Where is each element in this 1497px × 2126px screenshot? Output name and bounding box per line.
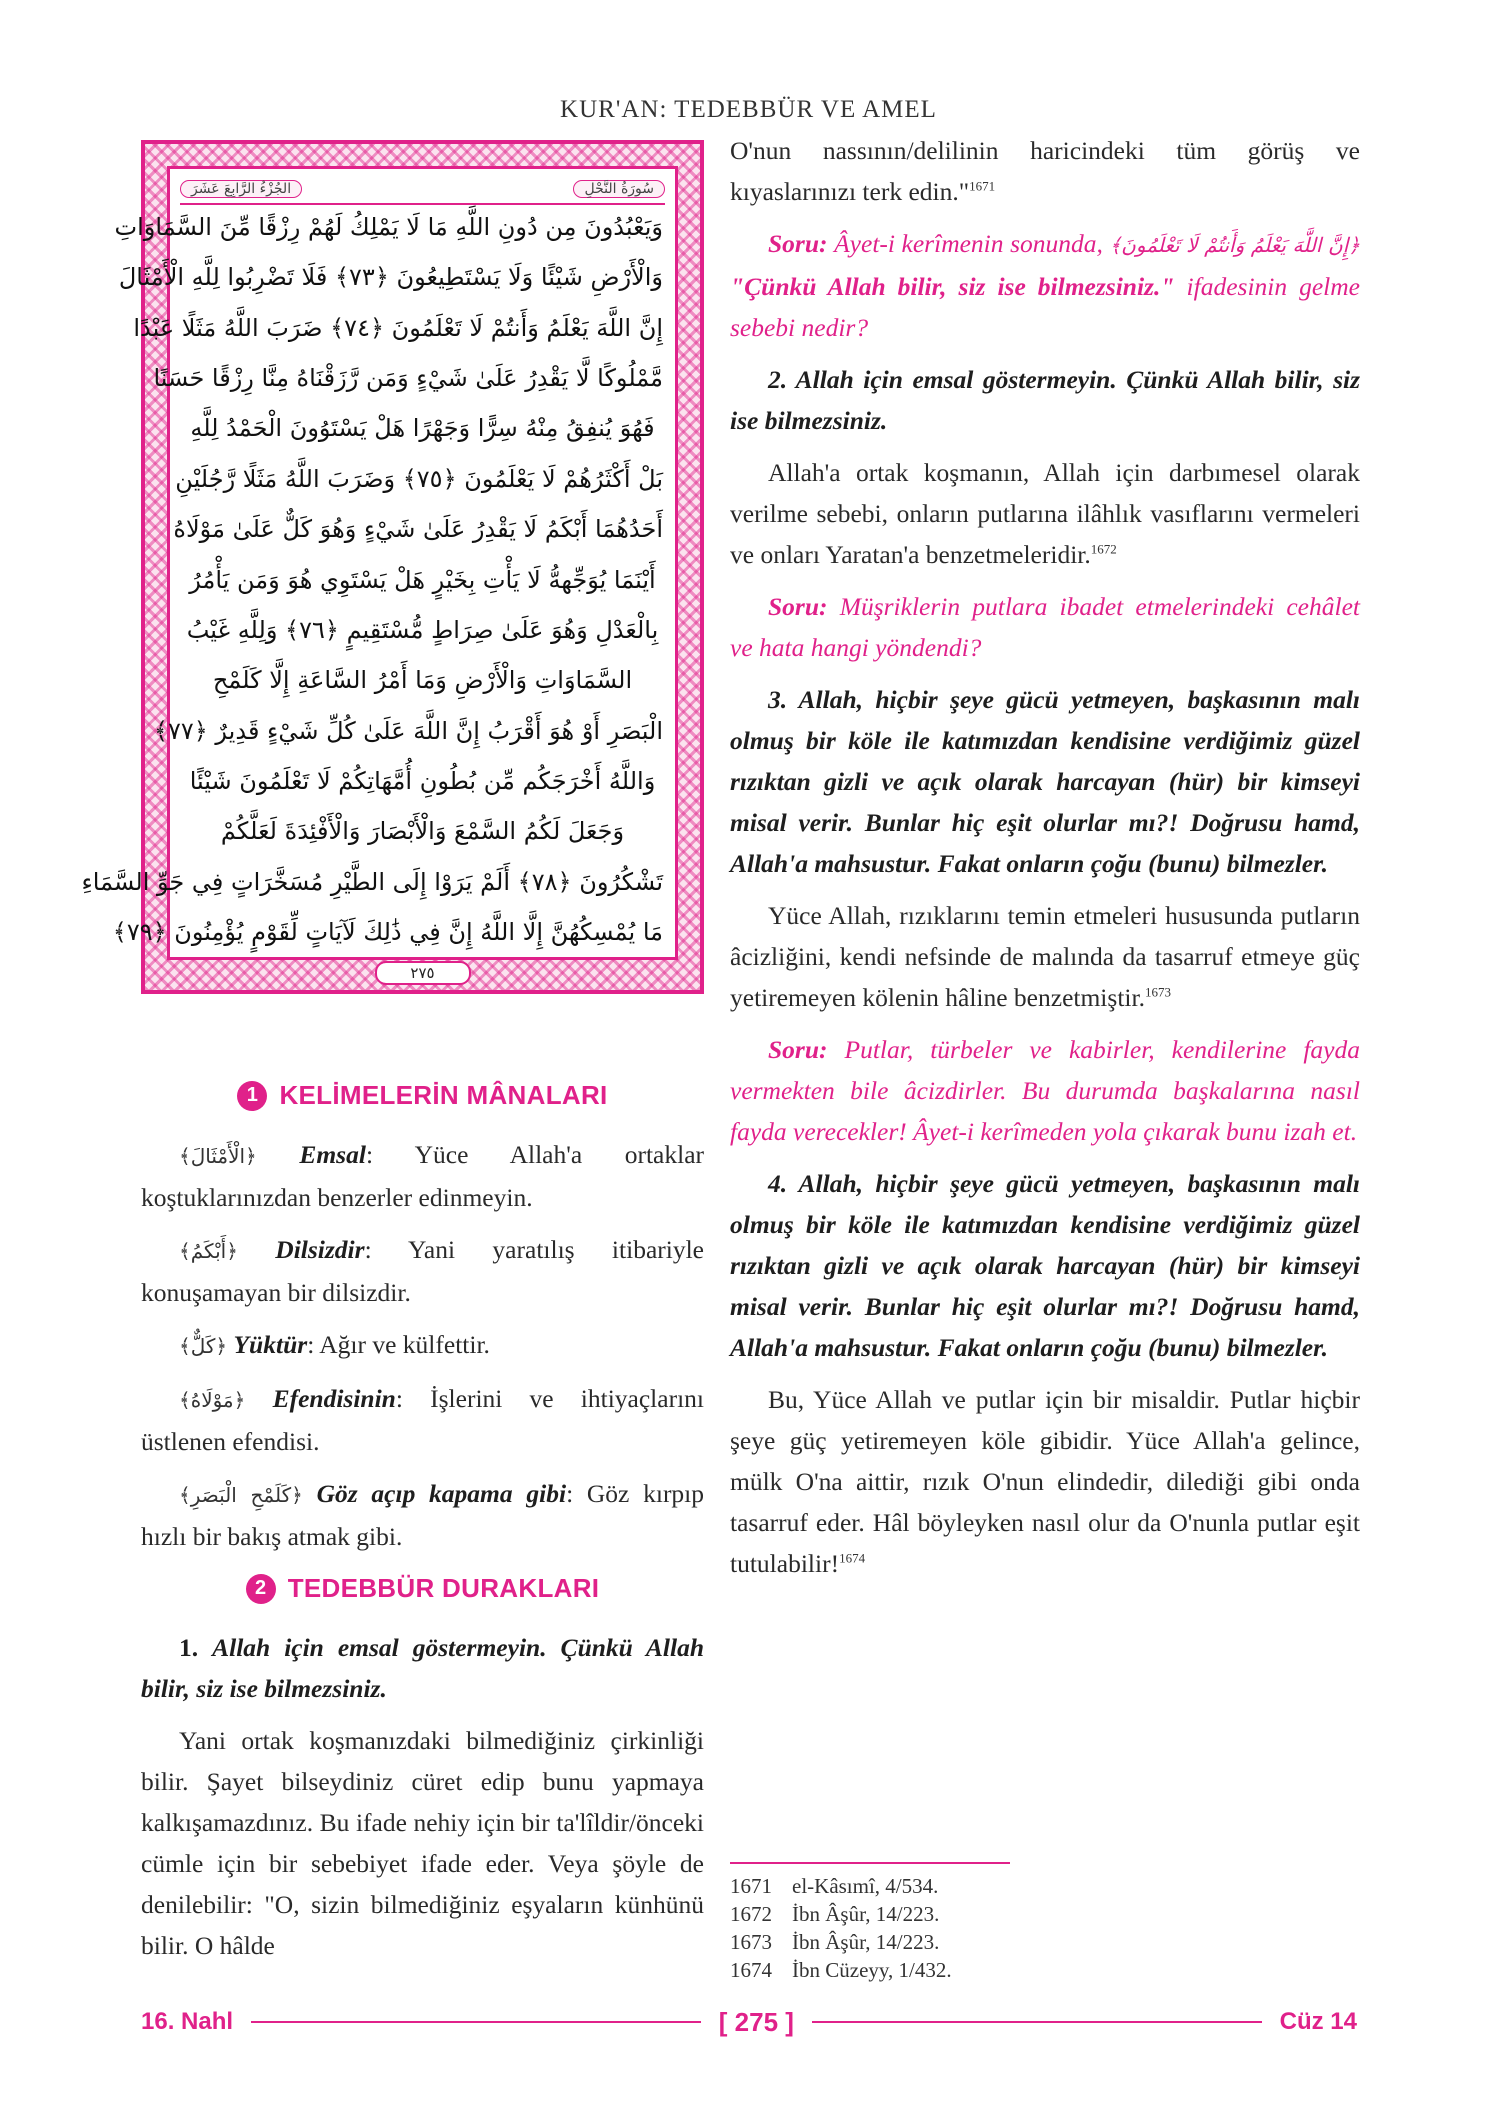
reflection-point-4: 4. Allah, hiçbir şeye gücü yetmeyen, başkasının malı olmuş bir köle ile katımızdan kendisine verdiğimiz güzel rızıktan gizli ve açık olarak harcayan (hür) bir kimseyi misal verir. Bunlar hiç eşit olurlar mı?! Doğrusu hamd, Allah'a mahsustur. Fakat onların çoğu (bunu) bilmezler.: [730, 1169, 1360, 1362]
question-text: Müşriklerin putlara ibadet etmelerindeki cehâlet ve hata hangi yöndendi?: [730, 592, 1360, 662]
paragraph-text: Allah'a ortak koşmanın, Allah için darbımesel olarak verilme sebebi, onların putlarına ilâhlık vasıflarını vermeleri ve onları Yaratan'a benzetmeleridir.: [730, 458, 1360, 569]
term-translation: Emsal: [299, 1140, 366, 1169]
mushaf-text-area: [81, 166, 678, 960]
footnote-ref[interactable]: 1672: [1090, 541, 1117, 557]
body-paragraph: Yani ortak koşmanızdaki bilmediğiniz çirkinliği bilir. Şayet bilseydiniz cüret edip bunu yapmaya kalkışamazdınız. Bu ifade nehiy için bir ta'lîldir/önceki cümle için bir sebebiyet ifade eder. Veya şöyle de denilebilir: "O, sizin bilmediğiniz eşyaların künhünü bilir. O hâlde: [141, 1726, 704, 1960]
mushaf-line: وَيَعْبُدُونَ مِن دُونِ اللَّهِ مَا لَا يَمْلِكُ لَهُمْ رِزْقًا مِّنَ السَّمَاوَاتِ: [114, 213, 663, 241]
reflection-point-2: 2. Allah için emsal göstermeyin. Çünkü Allah bilir, siz ise bilmezsiniz.: [730, 365, 1360, 435]
footnote-number: 1672: [730, 1902, 772, 1926]
reflection-point-3: 3. Allah, hiçbir şeye gücü yetmeyen, başkasının malı olmuş bir köle ile katımızdan kendisine verdiğimiz güzel rızıktan gizli ve açık olarak harcayan (hür) bir kimseyi misal verir. Bunlar hiç eşit olurlar mı?! Doğrusu hamd, Allah'a mahsustur. Fakat onların çoğu (bunu) bilmezler.: [730, 685, 1360, 878]
mushaf-juz-name: الجُزْءُ الرَّابِعَ عَشَرَ: [180, 180, 302, 198]
footnote-item: [730, 1900, 952, 1928]
footer-rule-left: [251, 2021, 701, 2023]
term-definition: : Ağır ve külfettir.: [307, 1330, 490, 1359]
mushaf-line: وَجَعَلَ لَكُمُ السَّمْعَ وَالْأَبْصَارَ وَالْأَفْئِدَةَ لَعَلَّكُمْ: [220, 817, 625, 846]
footnote-number: 1674: [730, 1958, 772, 1982]
footnote-ref[interactable]: 1674: [839, 1550, 866, 1566]
mushaf-line: وَالْأَرْضِ شَيْئًا وَلَا يَسْتَطِيعُونَ ﴿٧٣﴾ فَلَا تَضْرِبُوا لِلَّهِ الْأَمْثَالَ: [118, 263, 663, 292]
footnotes: [730, 1872, 952, 1984]
question-label: Soru:: [768, 229, 828, 258]
arabic-term: ﴿الْأَمْثَالَ﴾: [179, 1144, 257, 1168]
footer-surah: 16. Nahl: [141, 2008, 234, 2035]
paragraph-text: Yüce Allah, rızıklarını temin etmeleri hususunda putların âcizliğini, kendi nefsinde de malında da tasarruf etmeye güç yetiremeyen kölenin hâline benzetmiştir.: [730, 901, 1360, 1012]
mushaf-line: مَا يُمْسِكُهُنَّ إِلَّا اللَّهُ إِنَّ فِي ذَٰلِكَ لَآيَاتٍ لِّقَوْمٍ يُؤْمِنُونَ ﴿٧٩﴾: [112, 918, 663, 947]
footnote-item: [730, 1956, 952, 1984]
arabic-term: ﴿أَبْكَمُ﴾: [179, 1239, 238, 1263]
footnote-item: [730, 1928, 952, 1956]
glossary-entry: [141, 1378, 704, 1462]
point-number: 1.: [179, 1633, 199, 1662]
arabic-term: ﴿كَلَمْحِ الْبَصَرِ﴾: [179, 1483, 303, 1507]
question-quote: "Çünkü Allah bilir, siz ise bilmezsiniz.": [730, 272, 1175, 301]
section-title: TEDEBBÜR DURAKLARI: [287, 1573, 600, 1603]
section-heading-reflections: [141, 1568, 704, 1609]
footnote-text: el-Kâsımî, 4/534.: [792, 1874, 939, 1898]
mushaf-line: أَحَدُهُمَا أَبْكَمُ لَا يَقْدِرُ عَلَىٰ شَيْءٍ وَهُوَ كَلٌّ عَلَىٰ مَوْلَاهُ: [173, 515, 663, 544]
mushaf-surah-name: سُورَةُ النَّحْلِ: [573, 180, 665, 198]
footnote-number: 1671: [730, 1874, 772, 1898]
term-definition: : Göz kırpıp hızlı bir bakış atmak gibi.: [141, 1479, 705, 1551]
mushaf-line: وَاللَّهُ أَخْرَجَكُم مِّن بُطُونِ أُمَّهَاتِكُمْ لَا تَعْلَمُونَ شَيْئًا: [189, 766, 656, 795]
footer-juz: Cüz 14: [1279, 2008, 1357, 2035]
footnote-text: İbn Âşûr, 14/223.: [792, 1902, 940, 1926]
mushaf-line: أَيْنَمَا يُوَجِّههُّ لَا يَأْتِ بِخَيْرٍ هَلْ يَسْتَوِي هُوَ وَمَن يَأْمُرُ: [189, 565, 656, 594]
glossary-entry: [141, 1134, 704, 1218]
mushaf-verses: [81, 213, 663, 947]
mushaf-line: بِالْعَدْلِ وَهُوَ عَلَىٰ صِرَاطٍ مُّسْتَقِيمٍ ﴿٧٦﴾ وَلِلَّهِ غَيْبُ: [186, 615, 659, 644]
term-translation: Yüktür: [233, 1330, 308, 1359]
page-number: [ 275 ]: [718, 2006, 794, 2037]
mushaf-page-frame: [81, 140, 704, 994]
glossary-entry: [141, 1473, 704, 1557]
question-block: [730, 1029, 1360, 1152]
term-translation: Dilsizdir: [275, 1235, 365, 1264]
point-title: Allah için emsal göstermeyin. Çünkü Allah bilir, siz ise bilmezsiniz.: [141, 1633, 704, 1703]
mushaf-line: السَّمَاوَاتِ وَالْأَرْضِ وَمَا أَمْرُ السَّاعَةِ إِلَّا كَلَمْحِ: [212, 666, 633, 695]
footnote-text: İbn Cüzeyy, 1/432.: [792, 1958, 952, 1982]
footnote-item: [730, 1872, 952, 1900]
term-definition: : Yüce Allah'a ortaklar koştuklarınızdan benzerler edinmeyin.: [141, 1140, 705, 1212]
arabic-quote: ﴿إِنَّ اللَّهَ يَعْلَمُ وَأَنتُمْ لَا تَعْلَمُونَ﴾: [1109, 233, 1360, 257]
right-column: [730, 130, 1360, 1595]
question-label: Soru:: [768, 1035, 828, 1064]
footnote-divider: [730, 1862, 1010, 1864]
body-paragraph: [730, 130, 1360, 212]
term-translation: Efendisinin: [272, 1384, 396, 1413]
left-column: [141, 1065, 704, 1977]
glossary-entry: [141, 1324, 704, 1367]
question-block: [730, 223, 1360, 348]
arabic-term: ﴿كَلٌّ﴾: [179, 1334, 228, 1358]
mushaf-line: تَشْكُرُونَ ﴿٧٨﴾ أَلَمْ يَرَوْا إِلَى الطَّيْرِ مُسَخَّرَاتٍ فِي جَوِّ السَّمَاءِ: [81, 867, 663, 896]
question-label: Soru:: [768, 592, 828, 621]
question-text: Âyet-i kerîmenin sonunda,: [827, 229, 1110, 258]
footer-rule-right: [812, 2021, 1262, 2023]
mushaf-page-number: ٢٧٥: [375, 961, 471, 985]
term-definition: : Yani yaratılış itibariyle konuşamayan bir dilsizdir.: [141, 1235, 704, 1307]
term-translation: Göz açıp kapama gibi: [316, 1479, 567, 1508]
section-title: KELİMELERİN MÂNALARI: [279, 1080, 608, 1110]
body-paragraph: [730, 895, 1360, 1018]
mushaf-line: بَلْ أَكْثَرُهُمْ لَا يَعْلَمُونَ ﴿٧٥﴾ وَضَرَبَ اللَّهُ مَثَلًا رَّجُلَيْنِ: [175, 464, 663, 493]
section-number-badge: 1: [237, 1081, 267, 1111]
arabic-term: ﴿مَوْلَاهُ﴾: [179, 1388, 246, 1412]
mushaf-header: [180, 175, 665, 205]
mushaf-line: الْبَصَرِ أَوْ هُوَ أَقْرَبُ إِنَّ اللَّهَ عَلَىٰ كُلِّ شَيْءٍ قَدِيرٌ ﴿٧٧﴾: [153, 716, 663, 745]
reflection-point-1: [141, 1627, 704, 1709]
question-text: Putlar, türbeler ve kabirler, kendilerine fayda vermekten bile âcizdirler. Bu durumda başkalarına nasıl fayda verecekler! Âyet-i kerîmeden yola çıkarak bunu izah et.: [730, 1035, 1360, 1146]
footnote-text: İbn Âşûr, 14/223.: [792, 1930, 940, 1954]
mushaf-line: مَّمْلُوكًا لَّا يَقْدِرُ عَلَىٰ شَيْءٍ وَمَن رَّزَقْنَاهُ مِنَّا رِزْقًا حَسَنًا: [153, 364, 663, 393]
footnote-number: 1673: [730, 1930, 772, 1954]
paragraph-text: Bu, Yüce Allah ve putlar için bir misaldir. Putlar hiçbir şeye güç yetiremeyen köle gibidir. Yüce Allah'a gelince, mülk O'na aittir, rızık O'nun elindedir, dilediği gibi onda tasarruf eder. Hâl böyleyken nasıl olur da O'nunla putlar eşit tutulabilir!: [730, 1385, 1360, 1578]
section-number-badge: 2: [246, 1574, 276, 1604]
running-title: KUR'AN: TEDEBBÜR VE AMEL: [560, 96, 937, 123]
term-definition: : İşlerini ve ihtiyaçlarını üstlenen efendisi.: [141, 1384, 704, 1456]
body-paragraph: [730, 452, 1360, 575]
footnote-ref[interactable]: 1671: [969, 178, 996, 194]
glossary-entry: [141, 1229, 704, 1313]
paragraph-text: O'nun nassının/delilinin haricindeki tüm görüş ve kıyaslarınızı terk edin.": [730, 136, 1360, 206]
question-block: [730, 586, 1360, 668]
mushaf-line: إِنَّ اللَّهَ يَعْلَمُ وَأَنتُمْ لَا تَعْلَمُونَ ﴿٧٤﴾ ضَرَبَ اللَّهُ مَثَلًا عَبْدًا: [133, 313, 663, 342]
section-heading-meanings: [141, 1075, 704, 1116]
footnote-ref[interactable]: 1673: [1144, 984, 1171, 1000]
body-paragraph: [730, 1379, 1360, 1584]
question-text: ifadesinin gelme sebebi nedir?: [730, 272, 1361, 342]
page-footer: [141, 2002, 1357, 2042]
mushaf-line: فَهُوَ يُنفِقُ مِنْهُ سِرًّا وَجَهْرًا هَلْ يَسْتَوُونَ الْحَمْدُ لِلَّهِ: [190, 414, 655, 443]
